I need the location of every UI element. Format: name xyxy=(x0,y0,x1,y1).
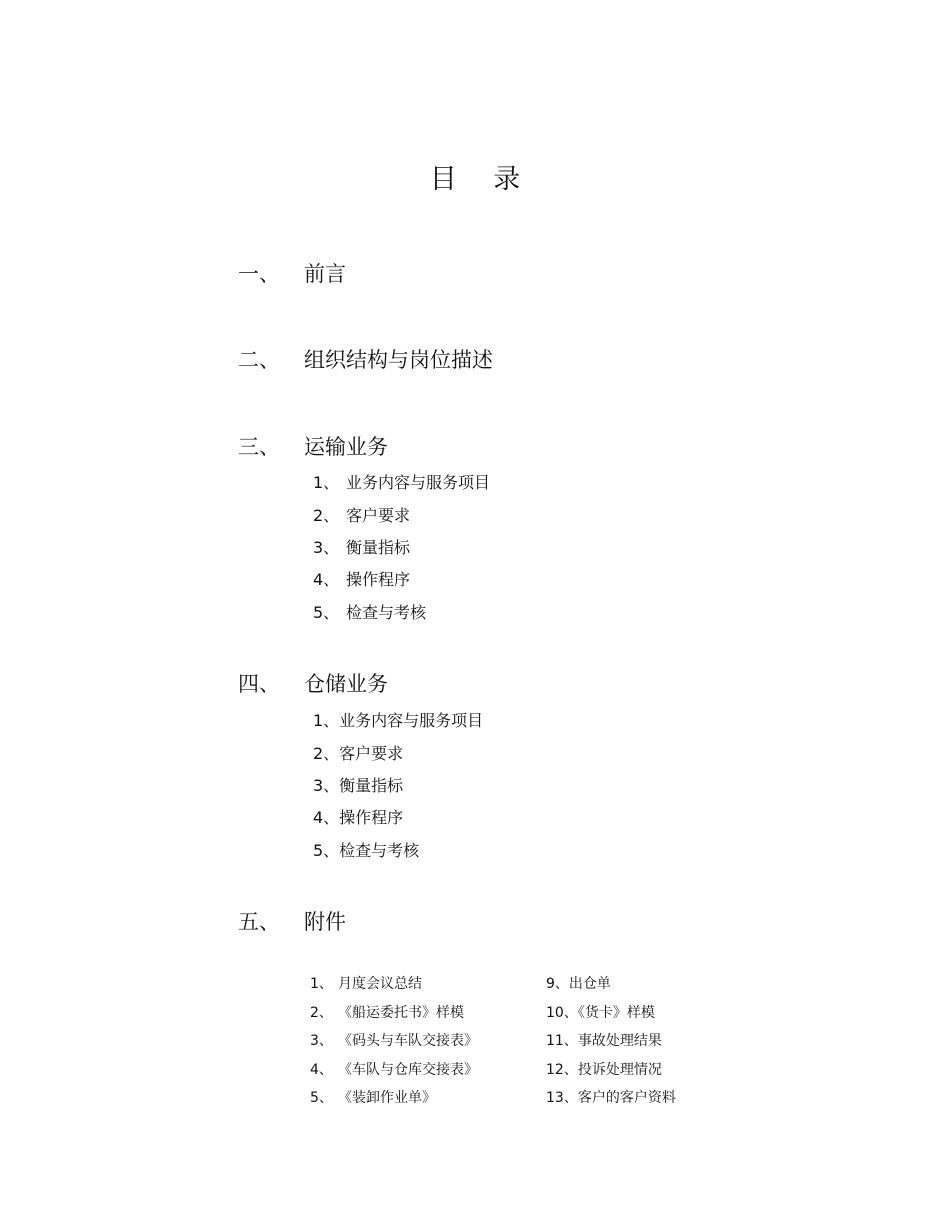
section-number: 五、 xyxy=(238,910,280,934)
section-label: 仓储业务 xyxy=(304,672,388,696)
subitem-label: 业务内容与服务项目 xyxy=(346,473,491,492)
toc-subitem xyxy=(313,568,410,592)
attachment-item: 12、投诉处理情况 xyxy=(546,1062,662,1078)
page-title: 目 录 xyxy=(429,164,535,195)
subitem-number: 1、 xyxy=(313,473,340,492)
section-label: 附件 xyxy=(304,910,346,934)
subitem-label: 客户要求 xyxy=(346,506,411,525)
attachment-number: 5、 xyxy=(310,1090,333,1106)
toc-section-preface xyxy=(238,259,346,289)
attachment-item xyxy=(310,1087,436,1109)
section-number: 二、 xyxy=(238,348,280,372)
attachment-label: 《船运委托书》样模 xyxy=(338,1005,464,1021)
section-number: 四、 xyxy=(238,672,280,696)
attachment-label: 《装卸作业单》 xyxy=(338,1090,436,1106)
toc-section-attachments xyxy=(238,907,346,937)
attachment-number: 4、 xyxy=(310,1062,333,1078)
toc-subitem: 5、检查与考核 xyxy=(313,841,420,860)
attachment-label: 月度会议总结 xyxy=(338,976,422,992)
toc-subitem xyxy=(313,601,426,625)
attachment-item xyxy=(310,1059,478,1081)
subitem-number: 2、 xyxy=(313,506,340,525)
subitem-number: 3、 xyxy=(313,538,340,557)
attachment-label: 《车队与仓库交接表》 xyxy=(338,1062,478,1078)
attachment-item: 13、客户的客户资料 xyxy=(546,1090,676,1106)
attachment-item: 10、《货卡》样模 xyxy=(546,1005,655,1021)
section-number: 一、 xyxy=(238,262,280,286)
toc-subitem xyxy=(313,471,490,495)
subitem-label: 检查与考核 xyxy=(346,603,427,622)
toc-subitem: 4、操作程序 xyxy=(313,808,404,827)
toc-section-warehouse xyxy=(238,669,388,699)
toc-section-transport xyxy=(238,432,388,462)
attachment-number: 2、 xyxy=(310,1005,333,1021)
section-label: 组织结构与岗位描述 xyxy=(304,348,493,372)
toc-subitem: 1、业务内容与服务项目 xyxy=(313,711,484,730)
attachment-number: 1、 xyxy=(310,976,333,992)
section-number: 三、 xyxy=(238,435,280,459)
section-label: 运输业务 xyxy=(304,435,388,459)
attachment-label: 《码头与车队交接表》 xyxy=(338,1033,478,1049)
attachment-item xyxy=(310,1002,464,1024)
toc-subitem xyxy=(313,504,410,528)
attachment-item xyxy=(310,1030,478,1052)
attachment-item xyxy=(310,973,422,995)
toc-subitem xyxy=(313,536,410,560)
section-label: 前言 xyxy=(304,262,346,286)
attachment-item: 9、出仓单 xyxy=(546,976,611,992)
subitem-number: 4、 xyxy=(313,570,340,589)
toc-section-organization xyxy=(238,345,493,375)
attachment-number: 3、 xyxy=(310,1033,333,1049)
toc-subitem: 2、客户要求 xyxy=(313,744,404,763)
subitem-label: 操作程序 xyxy=(346,570,411,589)
subitem-number: 5、 xyxy=(313,603,340,622)
subitem-label: 衡量指标 xyxy=(346,538,411,557)
attachment-item: 11、事故处理结果 xyxy=(546,1033,662,1049)
toc-subitem: 3、衡量指标 xyxy=(313,776,404,795)
